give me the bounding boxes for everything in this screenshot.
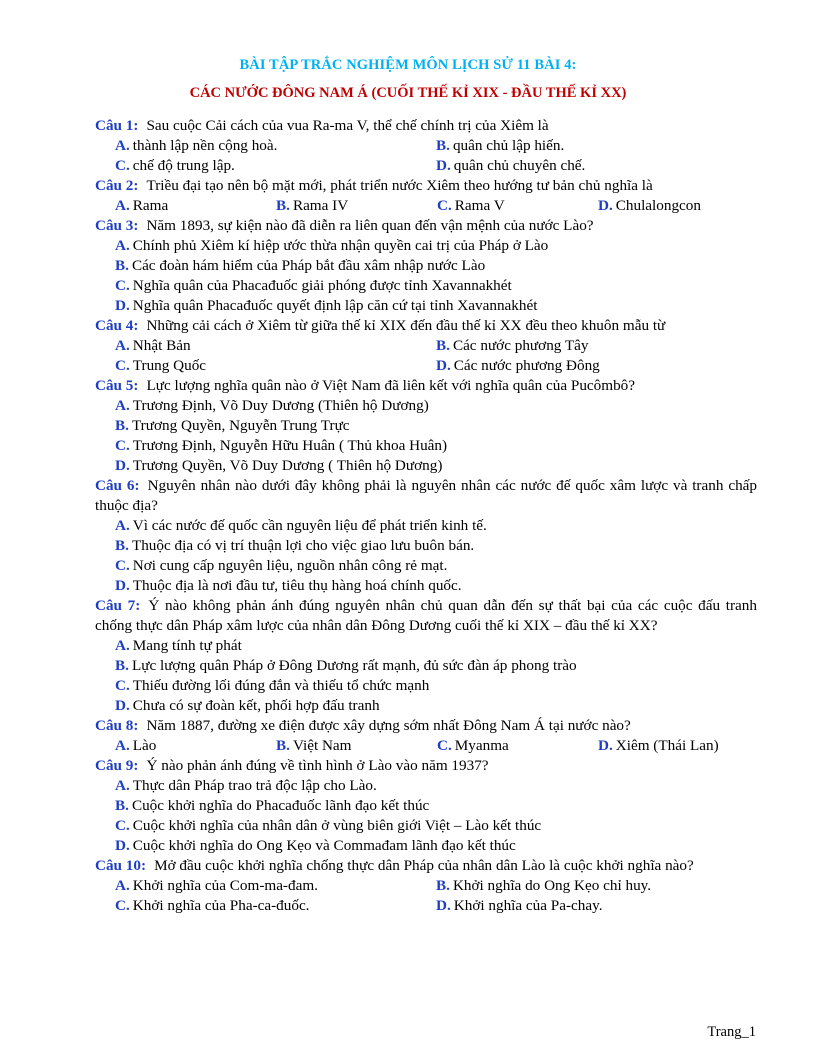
answer-option bbox=[115, 196, 276, 216]
question-item bbox=[95, 756, 757, 856]
option-text: Cuộc khởi nghĩa do Ong Kẹo và Commađam lãnh đạo kết thúc bbox=[132, 837, 516, 854]
option-letter: A. bbox=[115, 137, 130, 154]
question-item bbox=[95, 716, 757, 756]
answer-option bbox=[598, 736, 719, 756]
option-text: quân chủ lập hiến. bbox=[452, 137, 565, 154]
option-text: Lực lượng quân Pháp ở Đông Dương rất mạnh, đủ sức đàn áp phong trào bbox=[131, 657, 577, 674]
answer-option bbox=[115, 336, 436, 356]
option-text: Nhật Bản bbox=[132, 337, 191, 354]
option-text: Các nước phương Tây bbox=[452, 337, 589, 354]
question-text-line bbox=[95, 216, 757, 236]
answer-option bbox=[115, 636, 242, 656]
answer-option bbox=[115, 516, 487, 536]
option-text: Rama bbox=[132, 197, 169, 214]
answer-option bbox=[436, 336, 757, 356]
option-text: Khởi nghĩa của Com-ma-đam. bbox=[132, 877, 318, 894]
option-letter: B. bbox=[115, 417, 129, 434]
option-letter: A. bbox=[115, 337, 130, 354]
answer-option bbox=[437, 196, 598, 216]
option-letter: C. bbox=[115, 277, 130, 294]
question-text-line bbox=[95, 116, 757, 136]
option-letter: D. bbox=[436, 897, 451, 914]
answer-options bbox=[95, 516, 757, 596]
question-item bbox=[95, 116, 757, 176]
question-text-line bbox=[95, 756, 757, 776]
option-letter: C. bbox=[115, 677, 130, 694]
answer-option bbox=[115, 276, 512, 296]
option-text: Trương Quyền, Nguyễn Trung Trực bbox=[131, 417, 350, 434]
option-letter: A. bbox=[115, 517, 130, 534]
answer-option bbox=[115, 156, 436, 176]
question-text-line bbox=[95, 176, 757, 196]
answer-options bbox=[95, 236, 757, 316]
question-text-line bbox=[95, 856, 757, 876]
option-letter: D. bbox=[598, 197, 613, 214]
option-text: Vì các nước đế quốc cần nguyên liệu để phát triển kinh tế. bbox=[132, 517, 487, 534]
question-number: Câu 3: bbox=[95, 217, 139, 234]
answer-option bbox=[115, 696, 380, 716]
option-letter: A. bbox=[115, 737, 130, 754]
answer-options bbox=[95, 876, 757, 916]
option-letter: D. bbox=[115, 697, 130, 714]
question-item bbox=[95, 316, 757, 376]
answer-option bbox=[115, 676, 429, 696]
option-letter: B. bbox=[276, 737, 290, 754]
option-text: Việt Nam bbox=[292, 737, 352, 754]
option-text: Các nước phương Đông bbox=[453, 357, 600, 374]
option-letter: A. bbox=[115, 397, 130, 414]
option-letter: D. bbox=[115, 297, 130, 314]
page-subtitle: CÁC NƯỚC ĐÔNG NAM Á (CUỐI THẾ KỈ XIX - ĐẦU THẾ KỈ XX) bbox=[189, 85, 627, 101]
question-list bbox=[95, 116, 757, 916]
answer-option bbox=[436, 136, 757, 156]
option-text: Lào bbox=[132, 737, 157, 754]
answer-option bbox=[115, 556, 447, 576]
question-item bbox=[95, 596, 757, 716]
option-letter: C. bbox=[115, 437, 130, 454]
option-letter: A. bbox=[115, 877, 130, 894]
option-text: Các đoàn hám hiểm của Pháp bắt đầu xâm nhập nước Lào bbox=[131, 257, 486, 274]
option-letter: D. bbox=[598, 737, 613, 754]
option-letter: D. bbox=[115, 457, 130, 474]
page-title: BÀI TẬP TRẮC NGHIỆM MÔN LỊCH SỬ 11 BÀI 4: bbox=[239, 57, 577, 73]
question-number: Câu 9: bbox=[95, 757, 139, 774]
question-text: Ý nào phản ánh đúng về tình hình ở Lào vào năm 1937? bbox=[146, 757, 489, 774]
answer-option bbox=[115, 736, 276, 756]
answer-options bbox=[95, 136, 757, 176]
option-text: Trương Định, Nguyễn Hữu Huân ( Thủ khoa Huân) bbox=[132, 437, 448, 454]
answer-options bbox=[95, 396, 757, 476]
question-number: Câu 4: bbox=[95, 317, 139, 334]
option-text: Thực dân Pháp trao trả độc lập cho Lào. bbox=[132, 777, 377, 794]
answer-option bbox=[115, 776, 377, 796]
option-text: Xiêm (Thái Lan) bbox=[615, 737, 719, 754]
option-letter: D. bbox=[436, 157, 451, 174]
question-item bbox=[95, 476, 757, 596]
question-number: Câu 7: bbox=[95, 597, 141, 614]
answer-option bbox=[115, 136, 436, 156]
option-letter: B. bbox=[436, 137, 450, 154]
answer-option bbox=[115, 836, 516, 856]
question-number: Câu 5: bbox=[95, 377, 139, 394]
answer-option bbox=[276, 196, 437, 216]
answer-options bbox=[95, 736, 757, 756]
option-letter: D. bbox=[115, 577, 130, 594]
option-letter: B. bbox=[115, 257, 129, 274]
option-text: Khởi nghĩa do Ong Kẹo chỉ huy. bbox=[452, 877, 652, 894]
question-item bbox=[95, 376, 757, 476]
answer-option bbox=[436, 896, 757, 916]
answer-option bbox=[436, 156, 757, 176]
option-text: Rama V bbox=[454, 197, 505, 214]
question-text: Những cải cách ở Xiêm từ giữa thế kỉ XIX đến đầu thế kỉ XX đều theo khuôn mẫu từ bbox=[146, 317, 666, 334]
question-text-line bbox=[95, 476, 757, 516]
answer-option bbox=[276, 736, 437, 756]
option-text: Mang tính tự phát bbox=[132, 637, 242, 654]
answer-option bbox=[437, 736, 598, 756]
answer-option bbox=[115, 576, 462, 596]
option-text: Rama IV bbox=[292, 197, 349, 214]
question-text-line bbox=[95, 376, 757, 396]
question-text: Nguyên nhân nào dưới đây không phải là nguyên nhân các nước đế quốc xâm lược và tranh chấp thuộc địa? bbox=[95, 477, 757, 514]
answer-option bbox=[436, 356, 757, 376]
option-text: thành lập nền cộng hoà. bbox=[132, 137, 278, 154]
question-number: Câu 6: bbox=[95, 477, 140, 494]
option-text: Chulalongcon bbox=[615, 197, 701, 214]
question-number: Câu 8: bbox=[95, 717, 139, 734]
question-text-line bbox=[95, 316, 757, 336]
option-text: Nơi cung cấp nguyên liệu, nguồn nhân công rẻ mạt. bbox=[132, 557, 448, 574]
question-text: Sau cuộc Cải cách của vua Ra-ma V, thể chế chính trị của Xiêm là bbox=[146, 117, 549, 134]
option-text: Trương Quyền, Võ Duy Dương ( Thiên hộ Dương) bbox=[132, 457, 443, 474]
option-text: Thiếu đường lối đúng đắn và thiếu tổ chức mạnh bbox=[132, 677, 430, 694]
page-number: Trang_1 bbox=[707, 1024, 756, 1040]
answer-option bbox=[115, 256, 485, 276]
answer-options bbox=[95, 336, 757, 376]
question-item bbox=[95, 176, 757, 216]
question-item bbox=[95, 856, 757, 916]
question-number: Câu 10: bbox=[95, 857, 147, 874]
answer-option bbox=[115, 416, 350, 436]
answer-option bbox=[115, 236, 548, 256]
option-letter: D. bbox=[436, 357, 451, 374]
option-letter: C. bbox=[437, 197, 452, 214]
option-text: Trung Quốc bbox=[132, 357, 207, 374]
option-letter: C. bbox=[115, 897, 130, 914]
option-text: Nghĩa quân Phacađuốc quyết định lập căn cứ tại tỉnh Xavannakhét bbox=[132, 297, 538, 314]
answer-option bbox=[115, 536, 474, 556]
option-text: Chính phủ Xiêm kí hiệp ước thừa nhận quyền cai trị của Pháp ở Lào bbox=[132, 237, 549, 254]
question-text: Năm 1893, sự kiện nào đã diễn ra liên quan đến vận mệnh của nước Lào? bbox=[146, 217, 594, 234]
option-text: quân chủ chuyên chế. bbox=[453, 157, 586, 174]
option-letter: B. bbox=[436, 337, 450, 354]
question-text: Mở đầu cuộc khởi nghĩa chống thực dân Pháp của nhân dân Lào là cuộc khởi nghĩa nào? bbox=[154, 857, 694, 874]
option-letter: A. bbox=[115, 237, 130, 254]
option-letter: A. bbox=[115, 637, 130, 654]
option-letter: D. bbox=[115, 837, 130, 854]
question-text-line bbox=[95, 596, 757, 636]
answer-option bbox=[115, 656, 577, 676]
option-text: Myanma bbox=[454, 737, 509, 754]
option-text: Cuộc khởi nghĩa của nhân dân ở vùng biên giới Việt – Lào kết thúc bbox=[132, 817, 542, 834]
option-letter: B. bbox=[115, 657, 129, 674]
option-text: Cuộc khởi nghĩa do Phacađuốc lãnh đạo kết thúc bbox=[131, 797, 430, 814]
answer-option bbox=[115, 436, 447, 456]
option-text: Thuộc địa là nơi đầu tư, tiêu thụ hàng hoá chính quốc. bbox=[132, 577, 462, 594]
question-text-line bbox=[95, 716, 757, 736]
answer-option bbox=[115, 456, 442, 476]
option-letter: C. bbox=[115, 557, 130, 574]
question-text: Ý nào không phản ánh đúng nguyên nhân chủ quan dẫn đến sự thất bại của các cuộc đấu tranh chống thực dân Pháp xâm lược của nhân dân Đông Dương cuối thế kỉ XIX – đầu thế kỉ XX? bbox=[95, 597, 757, 634]
question-number: Câu 2: bbox=[95, 177, 139, 194]
answer-option bbox=[598, 196, 701, 216]
option-text: Khởi nghĩa của Pha-ca-đuốc. bbox=[132, 897, 310, 914]
answer-options bbox=[95, 196, 757, 216]
option-text: chế độ trung lập. bbox=[132, 157, 235, 174]
answer-option bbox=[115, 816, 541, 836]
option-letter: B. bbox=[436, 877, 450, 894]
question-number: Câu 1: bbox=[95, 117, 139, 134]
answer-option bbox=[115, 896, 436, 916]
answer-option bbox=[436, 876, 757, 896]
option-text: Thuộc địa có vị trí thuận lợi cho việc giao lưu buôn bán. bbox=[131, 537, 475, 554]
answer-option bbox=[115, 296, 537, 316]
option-text: Chưa có sự đoàn kết, phối hợp đấu tranh bbox=[132, 697, 380, 714]
answer-option bbox=[115, 356, 436, 376]
option-letter: C. bbox=[437, 737, 452, 754]
answer-options bbox=[95, 636, 757, 716]
option-text: Trương Định, Võ Duy Dương (Thiên hộ Dương) bbox=[132, 397, 429, 414]
answer-options bbox=[95, 776, 757, 856]
option-text: Nghĩa quân của Phacađuốc giải phóng được tỉnh Xavannakhét bbox=[132, 277, 512, 294]
option-letter: B. bbox=[115, 537, 129, 554]
option-letter: C. bbox=[115, 357, 130, 374]
question-text: Năm 1887, đường xe điện được xây dựng sớm nhất Đông Nam Á tại nước nào? bbox=[146, 717, 631, 734]
option-letter: C. bbox=[115, 817, 130, 834]
answer-option bbox=[115, 876, 436, 896]
answer-option bbox=[115, 396, 429, 416]
option-letter: A. bbox=[115, 777, 130, 794]
question-text: Triều đại tạo nên bộ mặt mới, phát triển nước Xiêm theo hướng tư bản chủ nghĩa là bbox=[146, 177, 653, 194]
option-letter: B. bbox=[276, 197, 290, 214]
question-text: Lực lượng nghĩa quân nào ở Việt Nam đã liên kết với nghĩa quân của Pucômbô? bbox=[146, 377, 636, 394]
option-letter: C. bbox=[115, 157, 130, 174]
answer-option bbox=[115, 796, 429, 816]
option-letter: B. bbox=[115, 797, 129, 814]
option-letter: A. bbox=[115, 197, 130, 214]
question-item bbox=[95, 216, 757, 316]
option-text: Khởi nghĩa của Pa-chay. bbox=[453, 897, 603, 914]
